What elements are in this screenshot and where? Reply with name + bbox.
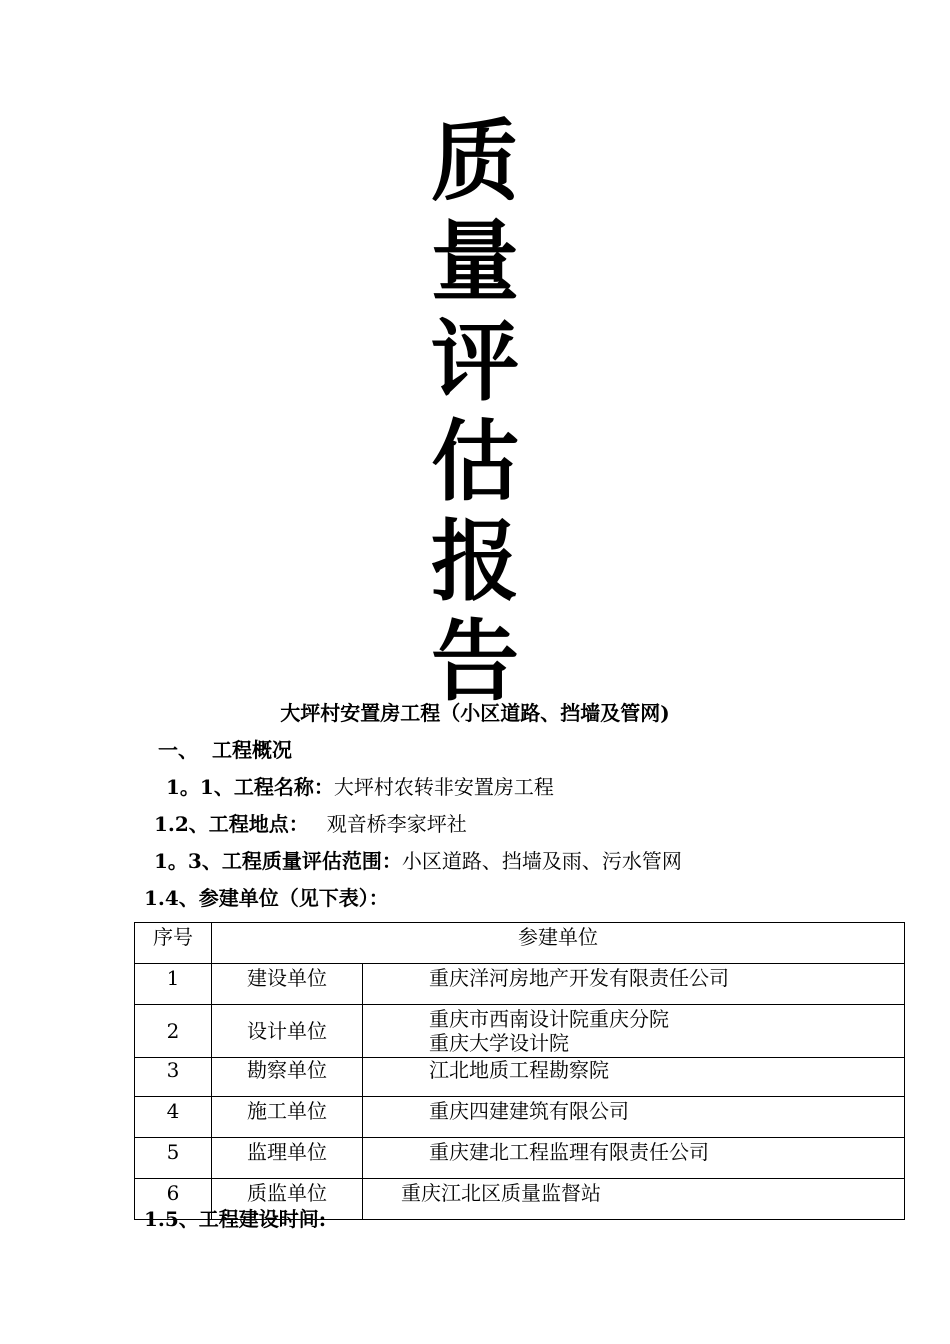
table-row bbox=[135, 1138, 905, 1179]
title-char: 报 bbox=[430, 510, 519, 613]
row-role: 建设单位 bbox=[212, 964, 363, 1005]
project-location-value: 观音桥李家坪社 bbox=[326, 812, 467, 836]
table-header-row bbox=[135, 923, 905, 964]
row-no: 6 bbox=[135, 1179, 212, 1220]
evaluation-scope-value: 小区道路、挡墙及雨、污水管网 bbox=[401, 849, 682, 873]
title-char: 量 bbox=[430, 210, 519, 313]
row-unit-name: 重庆洋河房地产开发有限责任公司 bbox=[363, 964, 905, 1005]
row-unit-name: 重庆四建建筑有限公司 bbox=[363, 1097, 905, 1138]
row-no: 3 bbox=[135, 1058, 212, 1097]
row-role: 质监单位 bbox=[212, 1179, 363, 1220]
row-no: 4 bbox=[135, 1097, 212, 1138]
participants-heading bbox=[144, 884, 389, 912]
participants-table bbox=[134, 922, 905, 1220]
row-unit-name-secondary: 重庆大学设计院 bbox=[429, 1031, 569, 1055]
construction-time-label: 1.5、工程建设时间: bbox=[144, 1207, 327, 1231]
evaluation-scope-line bbox=[154, 847, 682, 875]
project-subtitle: 大坪村安置房工程（小区道路、挡墙及管网) bbox=[280, 701, 670, 725]
row-no: 2 bbox=[135, 1005, 212, 1058]
row-no: 5 bbox=[135, 1138, 212, 1179]
title-char: 估 bbox=[430, 410, 519, 513]
title-char: 告 bbox=[430, 610, 519, 713]
table-row bbox=[135, 1058, 905, 1097]
row-unit-name: 江北地质工程勘察院 bbox=[363, 1058, 905, 1097]
project-name-value: 大坪村农转非安置房工程 bbox=[333, 775, 554, 799]
row-role: 施工单位 bbox=[212, 1097, 363, 1138]
project-location-line bbox=[154, 810, 467, 838]
project-location-label: 1.2、工程地点： bbox=[154, 812, 309, 836]
project-name-line bbox=[166, 773, 554, 801]
table-row bbox=[135, 1005, 905, 1058]
row-role: 设计单位 bbox=[212, 1005, 363, 1058]
title-char: 评 bbox=[430, 310, 519, 413]
row-unit-name: 重庆建北工程监理有限责任公司 bbox=[363, 1138, 905, 1179]
row-unit-name: 重庆江北区质量监督站 bbox=[363, 1179, 905, 1220]
row-role: 监理单位 bbox=[212, 1138, 363, 1179]
row-role: 勘察单位 bbox=[212, 1058, 363, 1097]
header-unit: 参建单位 bbox=[212, 923, 905, 964]
row-unit-name-cell bbox=[363, 1005, 905, 1058]
section-title: 工程概况 bbox=[212, 738, 292, 762]
participants-label: 1.4、参建单位（见下表）： bbox=[144, 886, 389, 910]
header-no: 序号 bbox=[135, 923, 212, 964]
section-number: 一、 bbox=[158, 738, 198, 762]
project-name-label: 1。1、工程名称： bbox=[166, 775, 334, 799]
evaluation-scope-label: 1。3、工程质量评估范围： bbox=[154, 849, 402, 873]
title-char: 质 bbox=[430, 110, 519, 213]
table-row bbox=[135, 1097, 905, 1138]
row-unit-name: 重庆市西南设计院重庆分院 bbox=[429, 1007, 669, 1031]
row-no: 1 bbox=[135, 964, 212, 1005]
construction-time-heading bbox=[144, 1205, 326, 1233]
table-row bbox=[135, 964, 905, 1005]
report-title bbox=[395, 112, 555, 712]
section-heading bbox=[158, 736, 292, 764]
